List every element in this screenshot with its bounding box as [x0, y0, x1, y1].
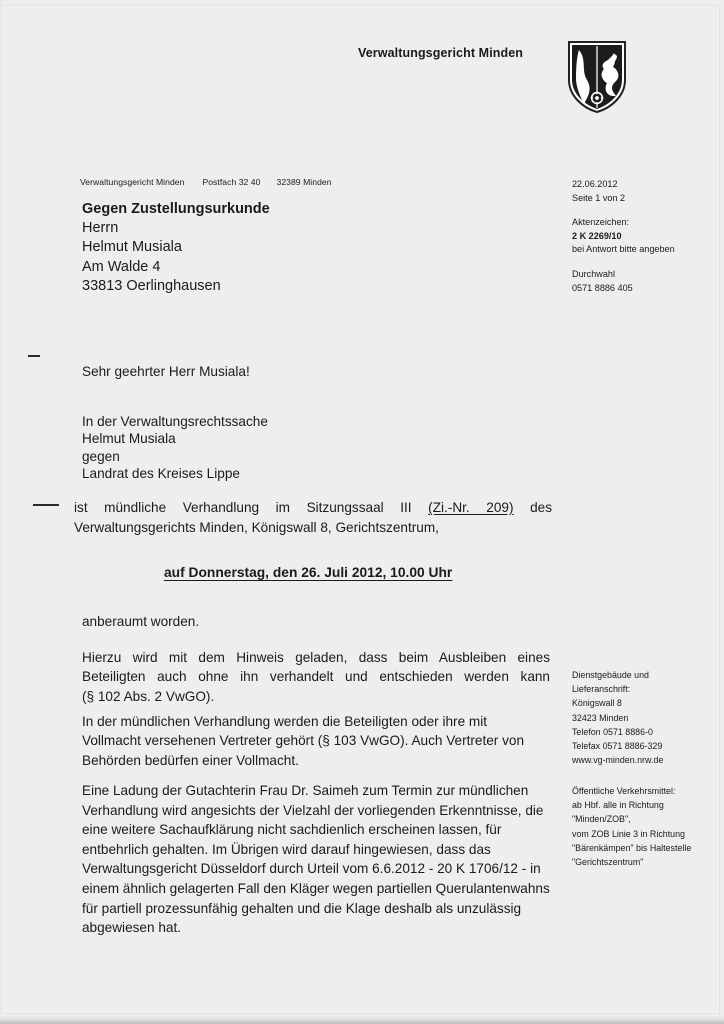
building-line-1: Dienstgebäude und	[572, 670, 649, 680]
absence-notice-line-3: (§ 102 Abs. 2 VwGO).	[82, 688, 215, 704]
recipient-city: 33813 Oerlinghausen	[82, 277, 221, 294]
public-transport-info	[572, 784, 691, 869]
hearing-location: Verwaltungsgerichts Minden, Königswall 8, Gerichtszentrum,	[74, 519, 439, 535]
building-website: www.vg-minden.nrw.de	[572, 755, 664, 766]
margin-mark-dash-lower	[33, 504, 59, 506]
hearing-room-paragraph	[74, 498, 552, 537]
party-plaintiff: Helmut Musiala	[82, 431, 176, 446]
sender-return-address	[80, 177, 332, 187]
page-title: Verwaltungsgericht Minden	[358, 46, 524, 60]
file-number-value: 2 K 2269/10	[572, 230, 622, 241]
transit-line-3: "Minden/ZOB",	[572, 814, 631, 825]
recipient-salutation: Herrn	[82, 220, 119, 237]
direct-dial-number: 0571 8886 405	[572, 282, 633, 293]
room-number: (Zi.-Nr. 209)	[428, 500, 514, 515]
transit-line-2: ab Hbf. alle in Richtung	[572, 800, 664, 811]
recipient-name: Helmut Musiala	[82, 239, 182, 256]
hearing-room-text-tail: des	[530, 500, 553, 515]
delivery-note: Gegen Zustellungsurkunde	[82, 201, 270, 217]
letter-salutation: Sehr geehrter Herr Musiala!	[82, 364, 250, 379]
reply-reference-note: bei Antwort bitte angeben	[572, 244, 675, 255]
party-versus: gegen	[82, 448, 120, 464]
transit-line-6: "Gerichtszentrum"	[572, 857, 644, 868]
transit-line-5: "Bärenkämpen" bis Haltestelle	[572, 842, 692, 853]
sender-city: 32389 Minden	[276, 177, 332, 187]
absence-notice-paragraph	[82, 648, 550, 706]
case-parties	[82, 430, 550, 483]
scheduled-text: anberaumt worden.	[82, 614, 200, 629]
building-street: Königswall 8	[572, 698, 622, 709]
direct-dial-label: Durchwahl	[572, 268, 615, 279]
party-defendant: Landrat des Kreises Lippe	[82, 466, 240, 482]
page-bottom-edge-shadow	[0, 1015, 724, 1024]
sender-court: Verwaltungsgericht Minden	[80, 177, 185, 187]
service-building-info	[572, 668, 663, 767]
recipient-street: Am Walde 4	[82, 258, 161, 275]
transit-line-1: Öffentliche Verkehrsmittel:	[572, 786, 676, 796]
representation-paragraph: In der mündlichen Verhandlung werden die Beteiligten oder ihre mit Vollmacht versehenen Vertreter gehört (§ 103 VwGO). Auch Vertreter von Behörden bedürfen einer Vollmacht.	[82, 714, 525, 768]
reference-block	[572, 178, 675, 295]
absence-notice-line-2: Beteiligten auch ohne ihn verhandelt und entschieden werden kann	[82, 669, 550, 685]
recipient-address-block	[82, 200, 270, 296]
expert-summons-paragraph: Eine Ladung der Gutachterin Frau Dr. Saimeh zum Termin zur mündlichen Verhandlung wird angesichts der Vielzahl der vorliegenden Erkenntnisse, die eine weitere Sachaufklärung nicht sachdienlich erscheinen lassen, für entbehrlich gehalten. Im Übrigen wird darauf hingewiesen, dass das Verwaltungsgericht Düsseldorf durch Urteil vom 6.6.2012 - 20 K 1706/12 - in einem ähnlich gelagerten Fall den Kläger wegen partiellen Querulantenwahns für partiell prozessunfähig gehalten und die Klage deshalb als unzulässig abgewiesen hat.	[82, 783, 550, 936]
sender-postbox: Postfach 32 40	[202, 177, 261, 187]
letter-date: 22.06.2012	[572, 179, 618, 189]
nrw-coat-of-arms-icon	[567, 40, 627, 114]
absence-notice-line-1: Hierzu wird mit dem Hinweis geladen, dass beim Ausbleiben eines	[82, 650, 550, 665]
building-phone: Telefon 0571 8886-0	[572, 726, 653, 737]
hearing-date-time: auf Donnerstag, den 26. Juli 2012, 10.00 Uhr	[164, 565, 453, 580]
margin-mark-dash-upper	[28, 355, 40, 357]
page-indicator: Seite 1 von 2	[572, 192, 626, 203]
building-city: 32423 Minden	[572, 712, 629, 723]
matter-intro: In der Verwaltungsrechtssache	[82, 414, 268, 429]
building-line-2: Lieferanschrift:	[572, 684, 631, 695]
file-number-label: Aktenzeichen:	[572, 217, 630, 228]
hearing-room-text: ist mündliche Verhandlung im Sitzungssaal III	[74, 500, 412, 515]
transit-line-4: vom ZOB Linie 3 in Richtung	[572, 828, 685, 839]
building-fax: Telefax 0571 8886-329	[572, 741, 663, 752]
